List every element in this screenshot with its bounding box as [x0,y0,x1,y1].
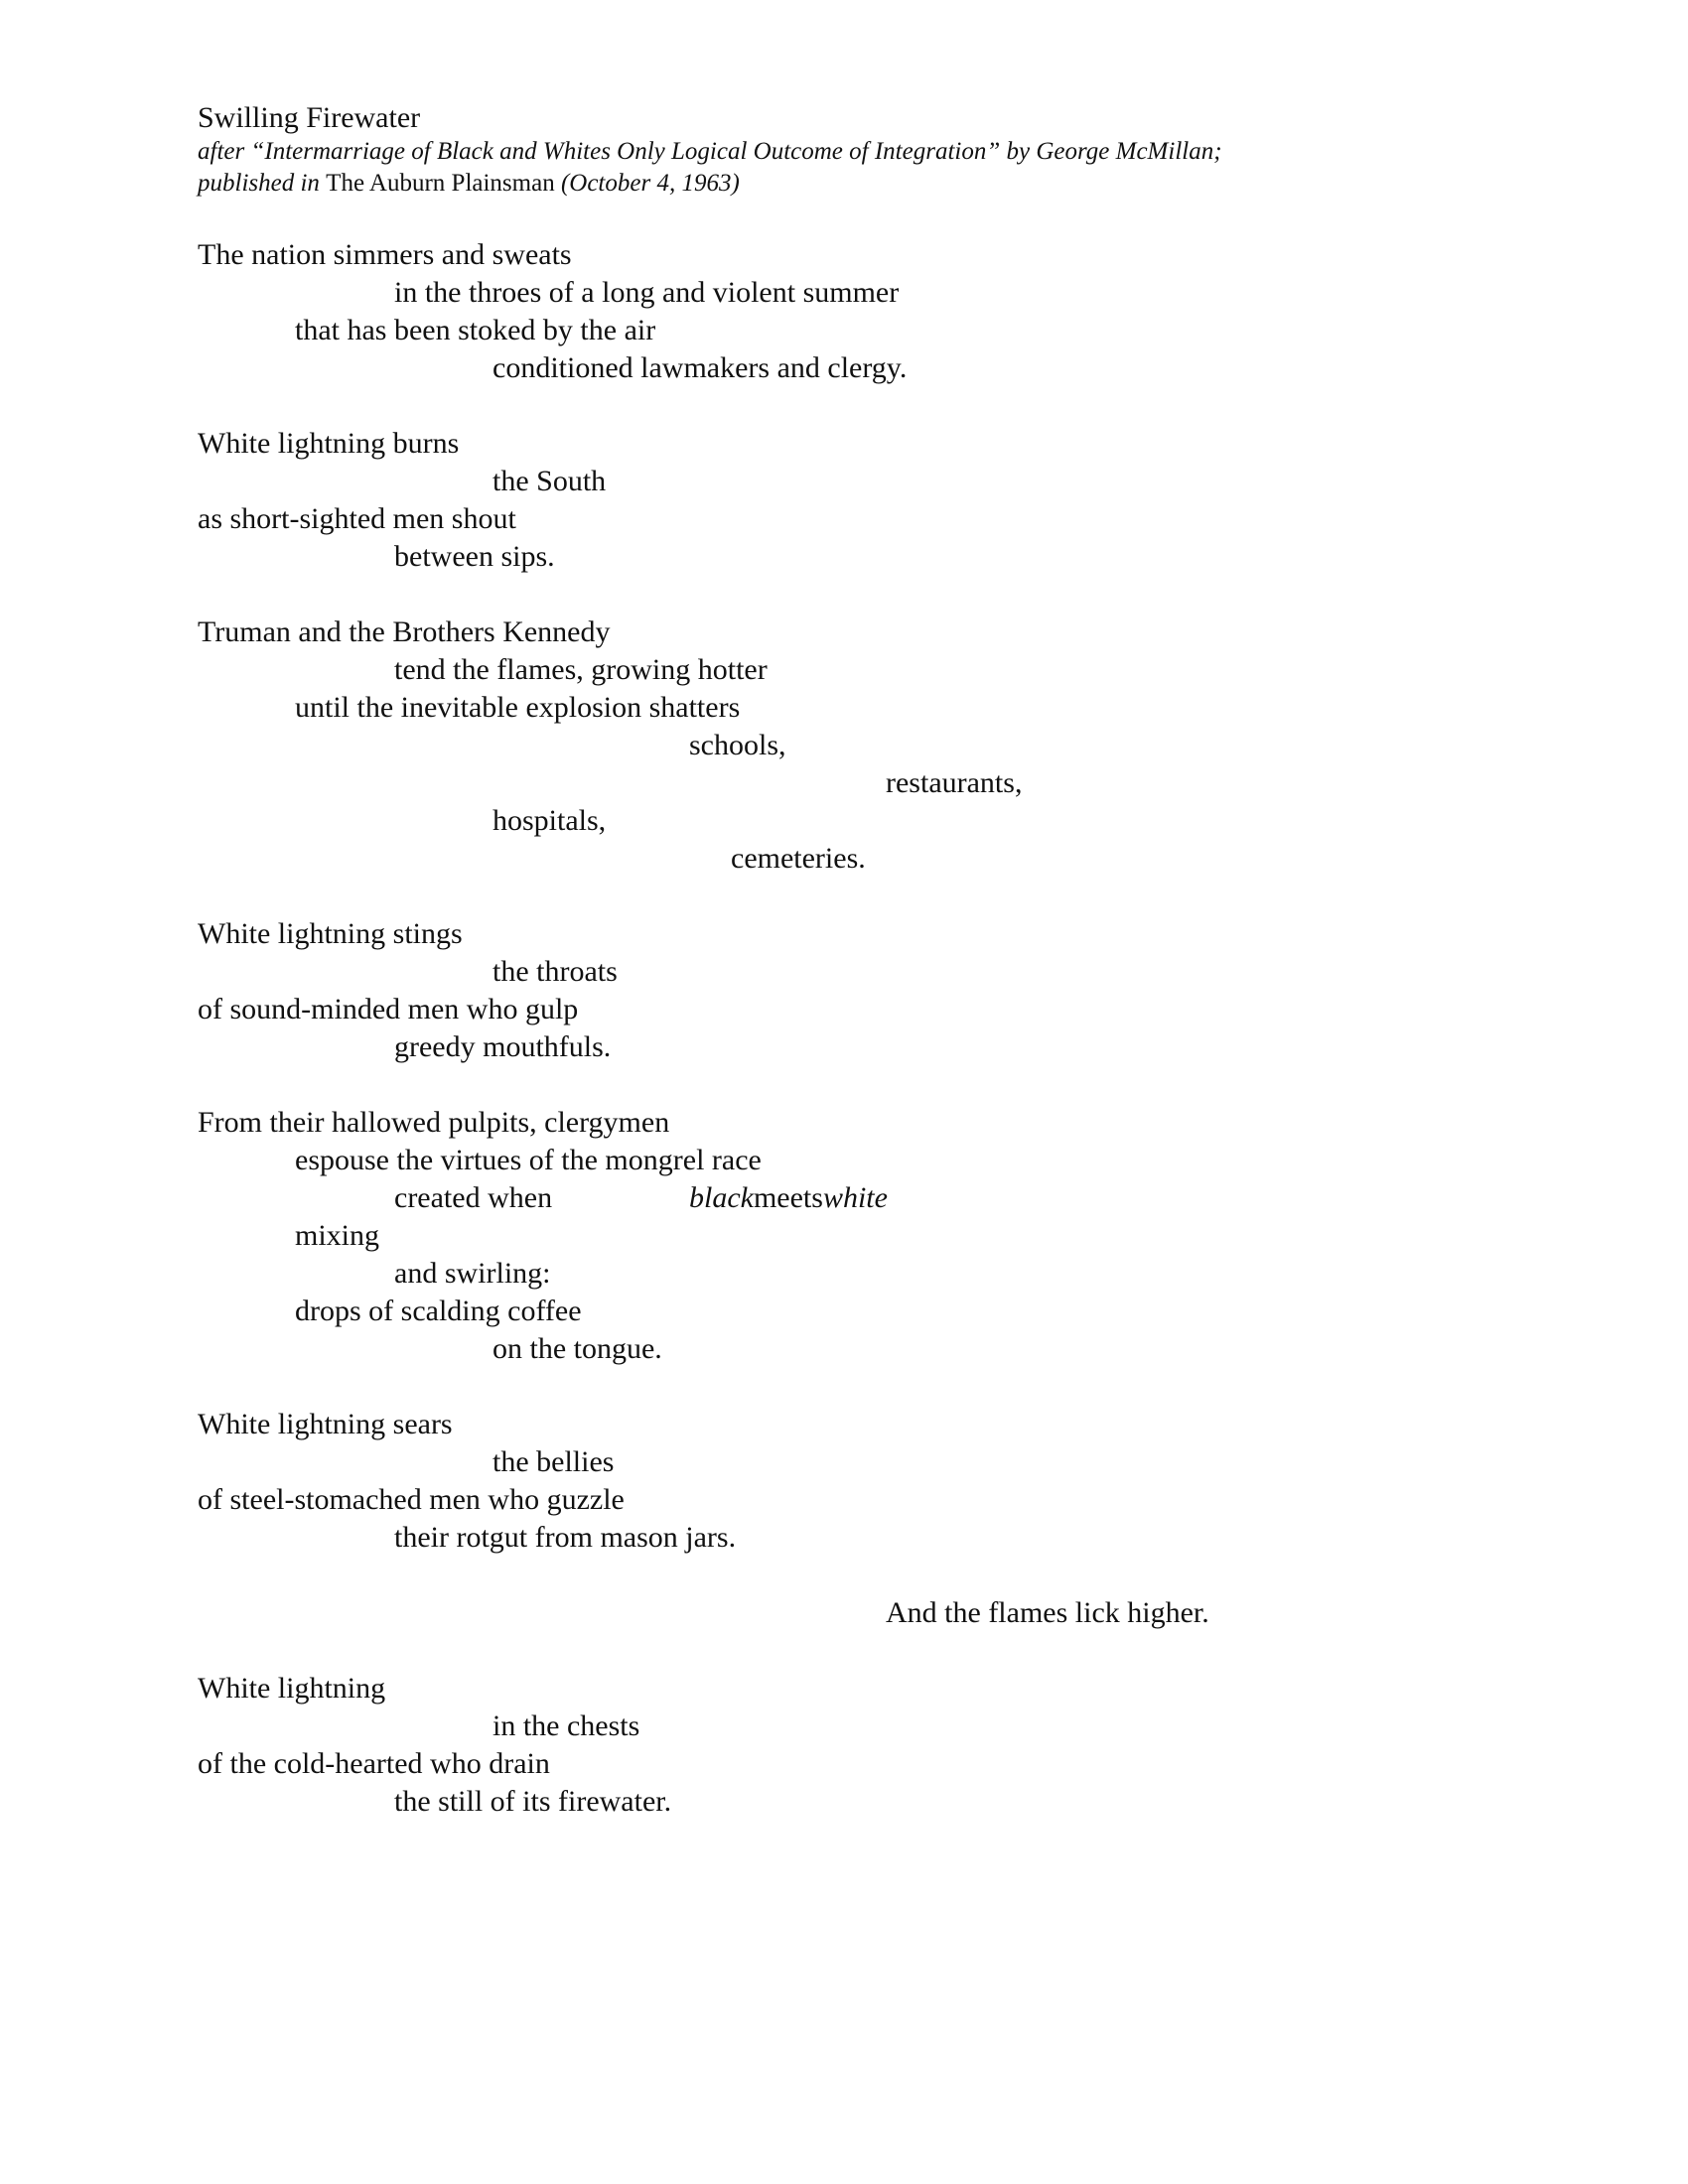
poem-line: their rotgut from mason jars. [394,1521,737,1554]
poem-line: espouse the virtues of the mongrel race [295,1144,762,1176]
word-white: white [822,1181,888,1214]
poem-line: greedy mouthfuls. [394,1030,612,1063]
epigraph-newspaper: The Auburn Plainsman [326,170,555,197]
poem-title: Swilling Firewater [198,101,421,134]
poem-line: in the throes of a long and violent summer [394,276,900,309]
poem-line: White lightning [198,1672,386,1705]
poem-line: until the inevitable explosion shatters [295,691,741,724]
poem-line: mixing [295,1219,380,1252]
poem-line: between sips. [394,540,555,573]
epigraph-prefix: published in [198,170,327,197]
poem-line: the still of its firewater. [394,1785,672,1818]
poem-line: the bellies [492,1445,615,1478]
epigraph-line-1: after “Intermarriage of Black and Whites Only Logical Outcome of Integration” by George McMillan; [198,138,1222,165]
word-black: black [689,1181,754,1214]
poem-line: hospitals, [492,804,607,837]
poem-line: of sound-minded men who gulp [198,993,579,1025]
poem-line: White lightning sears [198,1408,453,1440]
epigraph-date: (October 4, 1963) [554,170,740,197]
poem-line: the South [492,465,607,497]
epigraph-line-2 [198,168,740,200]
poem-line: White lightning burns [198,427,460,460]
poem-line: cemeteries. [731,842,866,875]
poem-line: conditioned lawmakers and clergy. [492,351,908,384]
poem-line: in the chests [492,1709,640,1742]
poem-line: of steel-stomached men who guzzle [198,1483,625,1516]
poem-line: Truman and the Brothers Kennedy [198,615,611,648]
poem-line: restaurants, [886,766,1023,799]
poem-line: the throats [492,955,618,988]
poem-line: White lightning stings [198,917,463,950]
poem-line: created when [394,1181,553,1214]
poem-line: The nation simmers and sweats [198,238,572,271]
poem-line: schools, [689,729,786,761]
poem-line: From their hallowed pulpits, clergymen [198,1106,670,1139]
poem-line: of the cold-hearted who drain [198,1747,550,1780]
poem-line: that has been stoked by the air [295,314,656,346]
word-meets: meets [753,1181,823,1214]
poem-line: drops of scalding coffee [295,1295,582,1327]
poem-line: as short-sighted men shout [198,502,516,535]
blackmeetswhite-phrase [689,1179,888,1217]
poem-line: tend the flames, growing hotter [394,653,768,686]
poem-line: on the tongue. [492,1332,662,1365]
poem-line: And the flames lick higher. [886,1596,1209,1629]
poem-line: and swirling: [394,1257,551,1290]
